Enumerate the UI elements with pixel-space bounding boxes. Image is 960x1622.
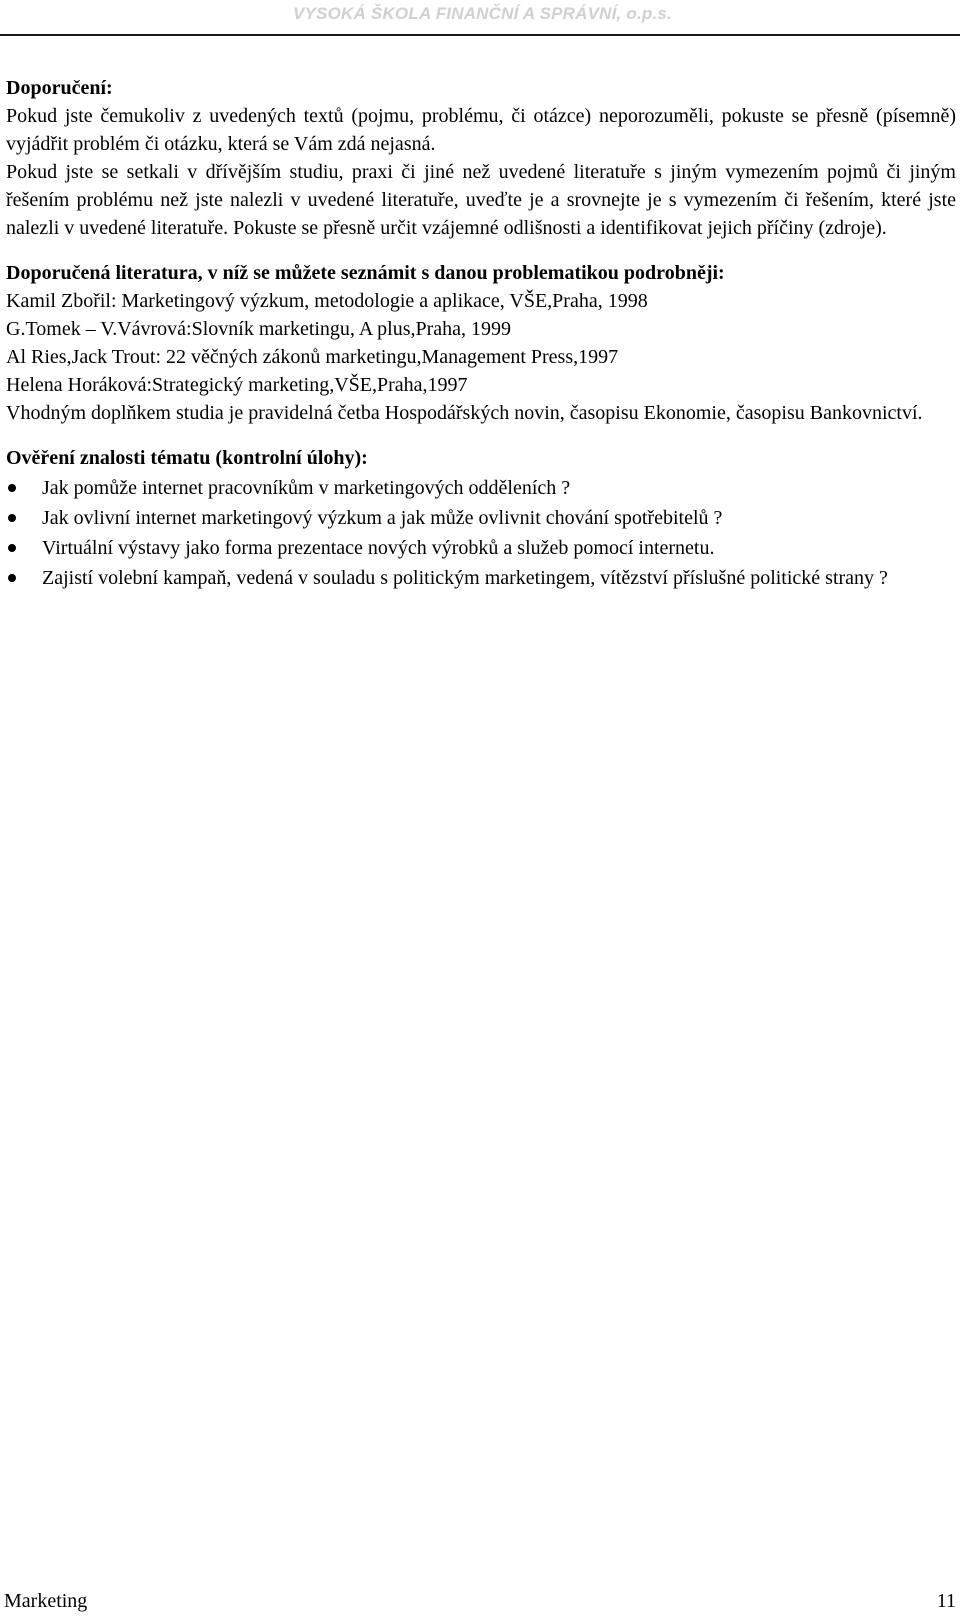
task-text: Jak ovlivní internet marketingový výzkum a jak může ovlivnit chování spotřebitelů ? (42, 507, 723, 529)
task-item (6, 564, 956, 592)
task-text: Zajistí volební kampaň, vedená v souladu s politickým marketingem, vítězství příslušné politické strany ? (42, 567, 888, 589)
bullet-icon (8, 514, 16, 522)
task-item (6, 534, 956, 562)
literature-heading: Doporučená literatura, v níž se můžete seznámit s danou problematikou podrobněji: (6, 262, 725, 284)
literature-item: Kamil Zbořil: Marketingový výzkum, metodologie a aplikace, VŠE,Praha, 1998 (6, 290, 648, 312)
page-header (0, 0, 960, 36)
school-name: VYSOKÁ ŠKOLA FINANČNÍ A SPRÁVNÍ, o.p.s. (293, 4, 672, 23)
recommendation-section (6, 74, 956, 242)
literature-note: Vhodným doplňkem studia je pravidelná četba Hospodářských novin, časopisu Ekonomie, časopisu Bankovnictví. (6, 402, 923, 424)
recommendation-paragraph-2: Pokud jste se setkali v dřívějším studiu, praxi či jiné než uvedené literatuře s jiným vymezením pojmů či jiným řešením problému než jste nalezli v uvedené literatuře, uveďte je a srovnejte je s vymezením či řešením, které jste nalezli v uvedené literatuře. Pokuste se přesně určit vzájemné odlišnosti a identifikovat jejich příčiny (zdroje). (6, 161, 956, 239)
bullet-icon (8, 574, 16, 582)
bullet-icon (8, 484, 16, 492)
page-content (6, 74, 956, 594)
page-number: 11 (936, 1590, 956, 1612)
task-text: Virtuální výstavy jako forma prezentace nových výrobků a služeb pomocí internetu. (42, 537, 715, 559)
task-list (6, 474, 956, 592)
section-spacer (6, 242, 956, 259)
literature-item: G.Tomek – V.Vávrová:Slovník marketingu, A plus,Praha, 1999 (6, 318, 512, 340)
task-text: Jak pomůže internet pracovníkům v marketingových odděleních ? (42, 477, 571, 499)
verification-heading: Ověření znalosti tématu (kontrolní úlohy): (6, 447, 368, 469)
bullet-icon (8, 544, 16, 552)
task-item (6, 504, 956, 532)
literature-section (6, 259, 956, 427)
recommendation-paragraph-1: Pokud jste čemukoliv z uvedených textů (pojmu, problému, či otázce) neporozuměli, pokuste se přesně (písemně) vyjádřit problém či otázku, která se Vám zdá nejasná. (6, 105, 956, 155)
recommendation-heading: Doporučení: (6, 77, 113, 99)
verification-section (6, 444, 956, 592)
literature-item: Al Ries,Jack Trout: 22 věčných zákonů marketingu,Management Press,1997 (6, 346, 619, 368)
footer-subject: Marketing (4, 1590, 88, 1612)
literature-item: Helena Horáková:Strategický marketing,VŠE,Praha,1997 (6, 374, 468, 396)
task-item (6, 474, 956, 502)
section-spacer (6, 427, 956, 444)
